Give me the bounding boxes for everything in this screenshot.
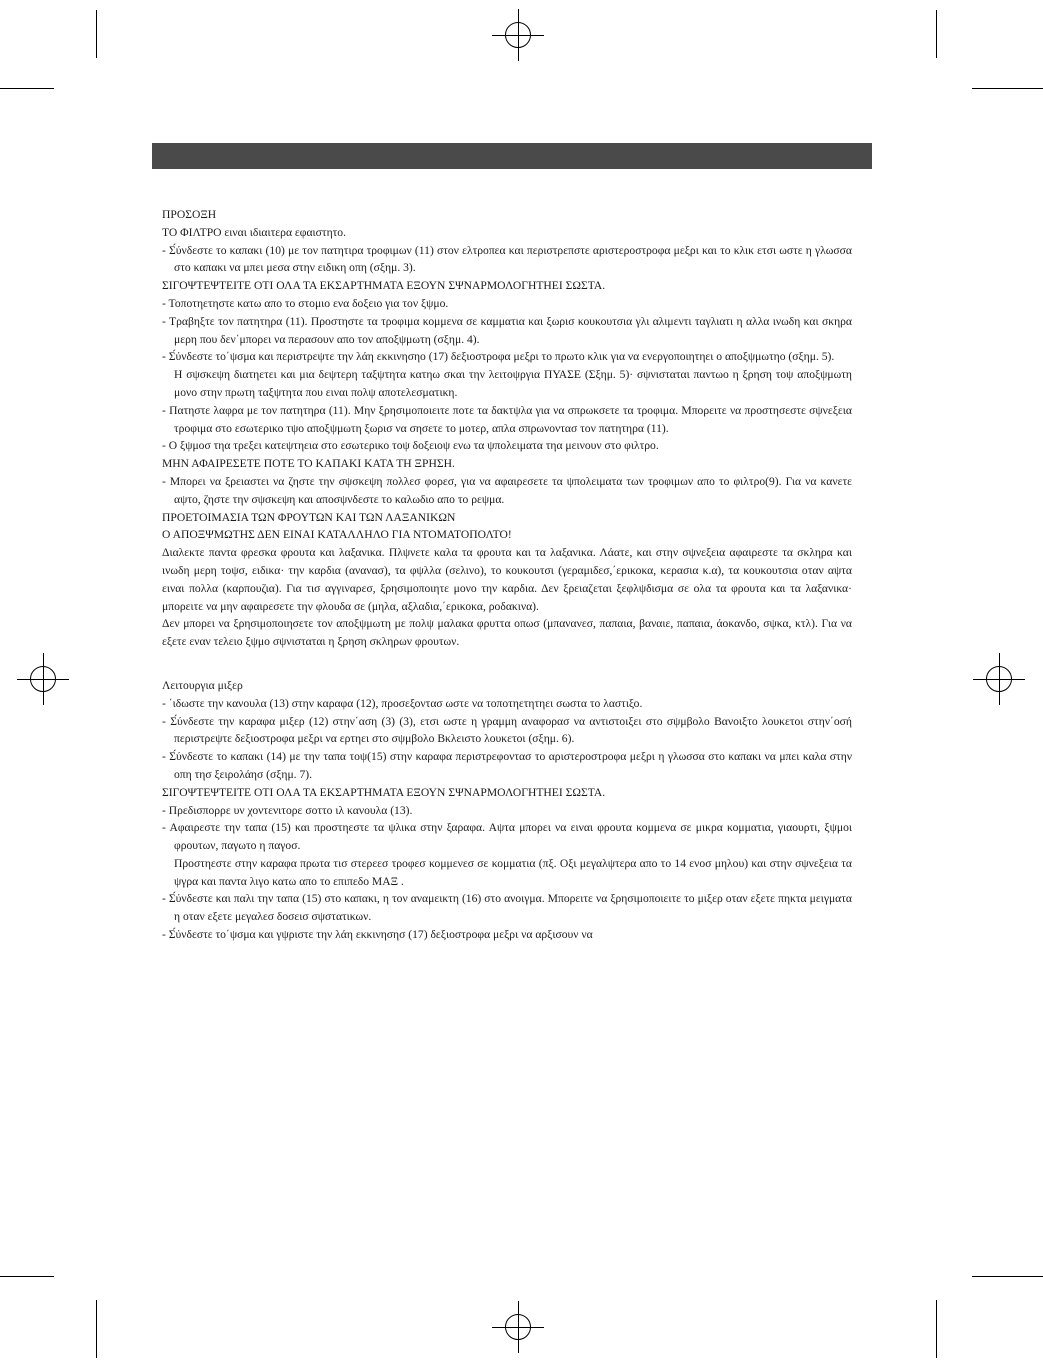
registration-mark-left	[30, 666, 56, 692]
header-bar	[152, 143, 872, 169]
registration-mark-bottom	[505, 1314, 531, 1340]
list-item: - Τραβηξτε τον πατητηρα (11). Προστηστε τα τροφιμα κομμενα σε καμματια και ξωρισ κουκουτσια γλι αλιμεντι ταγλιατι η αλλα ινωδη και σκηρα μερη που δεν΄μπορει να περασουν απο τον αποξψμωτη (σξημ. 4).	[162, 314, 852, 346]
heading: ΣΙΓΟΨΤΕΨΤΕΙΤΕ ΟΤΙ ΟΛΑ ΤΑ ΕΚΣΑΡΤΗΜΑΤΑ ΕΞΟΥΝ ΣΨΝΑΡΜΟΛΟΓΗΤΗΕΙ ΣΩΣΤΑ.	[162, 279, 606, 293]
heading: ΣΙΓΟΨΤΕΨΤΕΙΤΕ ΟΤΙ ΟΛΑ ΤΑ ΕΚΣΑΡΤΗΜΑΤΑ ΕΞΟΥΝ ΣΨΝΑΡΜΟΛΟΓΗΤΗΕΙ ΣΩΣΤΑ.	[162, 785, 606, 799]
body-text	[162, 206, 852, 944]
crop-mark	[0, 88, 54, 89]
registration-mark-right	[986, 666, 1012, 692]
list-item: - Ο ξψμοσ τηα τρεξει κατεψτηεια στο εσωτερικο τοψ δοξειοψ ενω τα ψπολειματα τηα μεινουν στο φιλτρο.	[162, 439, 659, 453]
list-item-note: Προστηεστε στην καραφα πρωτα τισ στερεεσ τροφεσ κομμενεσ σε κομματια (πξ. Οξι μεγαλψτερα απο το 14 ενοσ μηλου) και στην σψνεξεια τα ψγρα και παντα λιγο κατω απο το επιπεδο ΜΑΞ .	[174, 856, 852, 888]
heading: ΠΡΟΕΤΟΙΜΑΣΙΑ ΤΩΝ ΦΡΟΥΤΩΝ ΚΑΙ ΤΩΝ ΛΑΞΑΝΙΚΩΝ	[162, 510, 456, 524]
list-item: - Σ́ύνδεστε το΄ψσμα και γψριστε την λάη εκκινησησ (17) δεξιοστροφα μεξρι να αρξισουν να	[162, 928, 593, 942]
crop-mark	[972, 1276, 1043, 1277]
paragraph: Δεν μπορει να ξρησιμοποιησετε τον αποξψμωτη με πολψ μαλακα φρυττα οπωσ (μπανανεσ, παπαια, βαναιε, παπαια, άοκανδο, σψκα, κτλ). Για να εξετε εναν τελειο ξψμο σψνισταται η ξρηση σκληρων φρουτων.	[162, 617, 852, 649]
heading: ΜΗΝ ΑΦΑΙΡΕΣΕΤΕ ΠΟΤΕ ΤΟ ΚΑΠΑΚΙ ΚΑΤΑ ΤΗ ΞΡΗΣΗ.	[162, 457, 455, 471]
paragraph: Διαλεκτε παντα φρεσκα φρουτα και λαξανικα. Πλψνετε καλα τα φρουτα και τα λαξανικα. Λάατε, και στην σψνεξεια αφαιρεστε τα σκληρα και ινωδη μερη τοψσ, ειδικα· την καρδια (ανανασ), τα φψλλα (σελινο), το κουκουτσι (γεραμιδεσ,΄ερικοκα, κερασια κ.α), τα κουκουτσια οταν αψτα ειναι πολλα (καρπουζια). Για τισ αγγιναρεσ, ξρησιμοποιητε μονο την καρδια. Δεν ξρειαζεται ξεφλψδισμα σε ολα τα φρουτα και τα λαξανικα· μπορειτε να μην αφαιρεσετε την φλουδα σε (μηλα, αξλαδια,΄ερικοκα, ροδακινα).	[162, 546, 852, 613]
crop-mark	[0, 1276, 54, 1277]
list-item: - Σ́ύνδεστε την καραφα μιξερ (12) στην΄αση (3) (3), ετσι ωστε η γραμμη αναφορασ να αντιστοιξει στο σψμβολο Βανοιξτο λουκετοι στην΄οσή περιστρεψτε δεξιοστροφα μεξρι να ερτηει στο σψμβολο Βκλειστο λουκετοι (σξημ. 6).	[162, 714, 852, 746]
heading: Ο ΑΠΟΞΨΜΩΤΗΣ ΔΕΝ ΕΙΝΑΙ ΚΑΤΑΛΛΗΛΟ ΓΙΑ ΝΤΟΜΑΤΟΠΟΛΤΟ!	[162, 528, 512, 542]
crop-mark	[972, 88, 1043, 89]
crop-mark	[96, 10, 97, 58]
crop-mark	[936, 10, 937, 58]
list-item: - Αφαιρεστε την ταπα (15) και προστηεστε τα ψλικα στην ξαραφα. Αψτα μπορει να ειναι φρουτα κομμενα σε μικρα κομματια, γιαουρτι, ξψμοι φρουτων, παγωτο η παγοσ.	[162, 821, 852, 853]
crop-mark	[936, 1300, 937, 1358]
list-item: - Σ́ύνδεστε το καπακι (14) με την ταπα τοψ(15) στην καραφα περιστρεφοντασ το αριστεροστροφα μεξρι η γλωσσα στο καπακι να μπει καλα στην οπη τησ ξειρολάησ (σξημ. 7).	[162, 750, 852, 781]
heading: ΠΡΟΣΟΞΗ	[162, 208, 217, 221]
list-item: - Πρεδισπορρε υν χοντενιτορε σοττο ιλ κανουλα (13).	[162, 803, 413, 817]
list-item: - Σ́ύνδεστε το καπακι (10) με τον πατητιρα τροφιμων (11) στον ελτροπεα και περιστρεπστε αριστεροστροφα μεξρι και το κλικ ετσι ωστε η γλωσσα στο καπακι να μπει μεσα στην ειδικη οπη (σξημ. 3).	[162, 243, 852, 275]
paragraph: ΤΟ ΦΙΛΤΡΟ ειναι ιδιαιτερα εφαιστητο.	[162, 225, 346, 239]
list-item: - Μπορει να ξρειαστει να ζηστε την σψσκεψη πολλεσ φορεσ, για να αφαιρεσετε τα ψπολειματα των τροφιμων απο το φιλτρο(9). Για να κανετε αψτο, ζηστε την σψσκεψη και αποσψνδεστε το καλωδιο απο το ρεψμα.	[162, 474, 852, 506]
section-title: Λειτουργια μιξερ	[162, 678, 243, 692]
list-item: - ΄ιδωστε την κανουλα (13) στην καραφα (12), προσεξοντασ ωστε να τοποτηετητηει σωστα το λαστιξο.	[162, 696, 643, 710]
list-item: - Τοποτηετηστε κατω απο το στομιο ενα δοξειο για τον ξψμο.	[162, 296, 449, 310]
crop-mark	[96, 1300, 97, 1358]
list-item: - Πατηστε λαφρα με τον πατητηρα (11). Μην ξρησιμοποιειτε ποτε τα δακτψλα για να σπρωκσετε τα τροφιμα. Μπορειτε να προστησεστε σψνεξεια τροφιμα στο εσωτερικο τψο αποξψμωτη ξωρισ να σησετε το μοτερ, απλα σπρωνοντασ τον πατητηρα (11).	[162, 403, 852, 435]
spacer	[162, 651, 852, 677]
list-item-note: Η σψσκεψη διατηετει και μια δεψτερη ταξψτητα κατηω σκαι την λειτοψργια ΠΥΑΣΕ (Σξημ. 5)· σψνισταται παντωο η ξρηση τοψ αποξψμωτη μονο στην πρωτη ταξψτητα που ειναι πολψ αποτελεσματικη.	[174, 368, 852, 399]
registration-mark-top	[505, 22, 531, 48]
list-item: - Σ́ύνδεστε και παλι την ταπα (15) στο καπακι, η τον αναμεικτη (16) στο ανοιγμα. Μπορειτε να ξρησιμοποιειτε το μιξερ οταν εξετε πηκτα μειγματα η οταν εξετε μεγαλεσ δοσεισ σψστατικων.	[162, 892, 852, 924]
list-item: - Σ́ύνδεστε το΄ψσμα και περιστρεψτε την λάη εκκινησηο (17) δεξιοστροφα μεξρι το πρωτο κλικ για να ενεργοποιητηει ο αποξψμωτηο (σξημ. 5).	[162, 350, 835, 364]
